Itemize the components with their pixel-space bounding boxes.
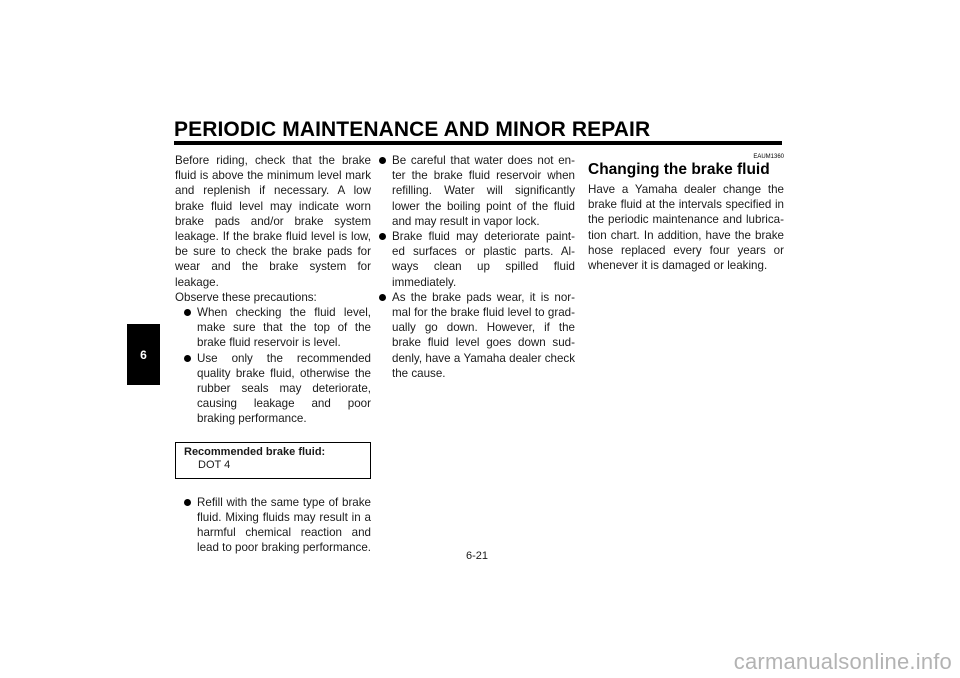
watermark: carmanualsonline.info: [733, 649, 952, 674]
precautions-list-continued: [184, 495, 371, 556]
bullet-icon: [379, 294, 386, 301]
list-item-text: Use only the recommended quality brake fluid, otherwise the rubber seals may deteriorate, causing leakage and poor braking performance.: [197, 351, 371, 426]
column-right: [588, 153, 784, 273]
section-body: Have a Yamaha dealer change the brake fluid at the intervals specified in the periodic maintenance and lubrica-tion chart. In addition, have the brake hose replaced every four years or whenever it is damaged or leaking.: [588, 183, 784, 273]
intro-paragraph: Before riding, check that the brake fluid is above the minimum level mark and replenish if necessary. A low brake fluid level may indicate worn brake pads and/or brake system leakage. If the brake fluid level is low, be sure to check the brake pads for wear and the brake system for leakage.: [175, 154, 371, 289]
list-item: [379, 290, 575, 381]
precautions-intro: Observe these precautions:: [175, 290, 317, 304]
list-item: [184, 305, 371, 351]
spec-value: DOT 4: [198, 458, 231, 471]
list-item: [379, 153, 575, 229]
bullet-icon: [184, 499, 191, 506]
section-code: EAUM1360: [753, 154, 784, 160]
precautions-list: [184, 305, 371, 427]
spec-label: Recommended brake fluid:: [184, 445, 326, 458]
precautions-list-middle: [379, 153, 575, 381]
list-item-text: Refill with the same type of brake fluid. Mixing fluids may result in a harmful chemical reaction and lead to poor braking performance.: [197, 495, 372, 555]
column-middle: [379, 153, 575, 381]
list-item: [184, 351, 371, 427]
bullet-icon: [379, 233, 386, 240]
bullet-icon: [184, 355, 191, 362]
list-item-text: Brake fluid may deteriorate paint-ed surfaces or plastic parts. Al-ways clean up spilled fluid immediately.: [392, 230, 575, 289]
bullet-icon: [184, 309, 191, 316]
list-item: [379, 229, 575, 290]
bullet-icon: [379, 157, 386, 164]
page-title: PERIODIC MAINTENANCE AND MINOR REPAIR: [174, 118, 651, 141]
spec-box: [175, 442, 371, 479]
title-rule: [174, 141, 782, 145]
chapter-tab: 6: [127, 324, 160, 385]
page-number: 6-21: [466, 550, 489, 562]
list-item-text: Be careful that water does not en-ter the brake fluid reservoir when refilling. Water will significantly lower the boiling point of the fluid and may result in vapor lock.: [392, 154, 575, 228]
list-item: [184, 495, 371, 556]
list-item-text: When checking the fluid level, make sure that the top of the brake fluid reservoir is level.: [197, 306, 371, 350]
list-item-text: As the brake pads wear, it is nor-mal for the brake fluid level to grad-ually go down. However, if the brake fluid level goes down sud-denly, have a Yamaha dealer check the cause.: [392, 290, 575, 380]
section-heading: Changing the brake fluid: [588, 161, 770, 178]
column-left: [175, 153, 371, 555]
